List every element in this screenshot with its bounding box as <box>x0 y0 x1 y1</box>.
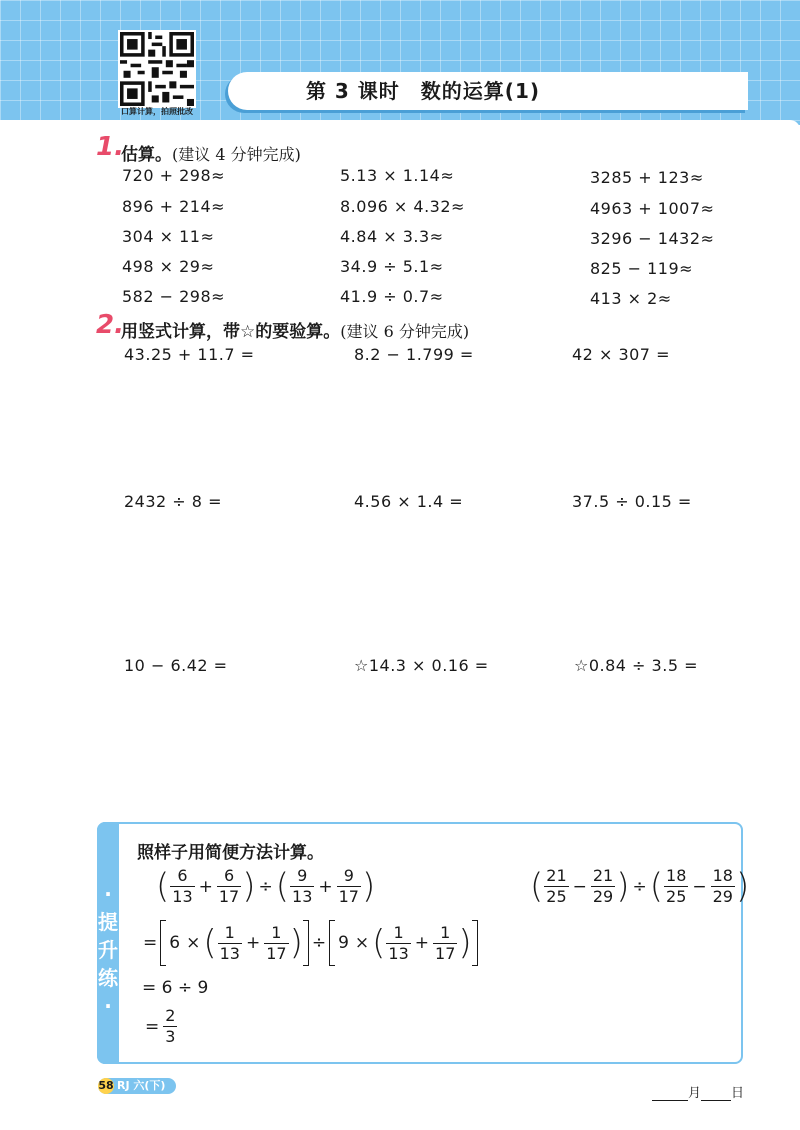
lesson-title-banner <box>228 72 748 110</box>
estimate-item: 413 × 2≈ <box>590 289 672 308</box>
vertical-calc-item: 8.2 − 1.799 = <box>354 345 474 364</box>
estimate-item: 41.9 ÷ 0.7≈ <box>340 287 444 306</box>
estimate-item: 304 × 11≈ <box>122 227 215 246</box>
estimate-item: 3296 − 1432≈ <box>590 229 715 248</box>
vertical-calc-item: 10 − 6.42 = <box>124 656 228 675</box>
estimate-item: 4963 + 1007≈ <box>590 199 715 218</box>
book-label: RJ 六(下) <box>117 1079 166 1092</box>
section-1-note: (建议 4 分钟完成) <box>172 145 301 164</box>
vertical-calc-item: 42 × 307 = <box>572 345 670 364</box>
estimate-item: 8.096 × 4.32≈ <box>340 197 465 216</box>
estimate-item: 498 × 29≈ <box>122 257 215 276</box>
qr-code-icon[interactable] <box>118 30 196 108</box>
qr-caption: 口算计算，拍照批改 <box>121 107 193 116</box>
extension-label: ·提升练· <box>98 882 118 1018</box>
section-1-number: 1. <box>96 132 124 162</box>
section-1-heading <box>121 140 301 165</box>
estimate-item: 896 + 214≈ <box>122 197 226 216</box>
vertical-calc-item: 43.25 + 11.7 = <box>124 345 255 364</box>
vertical-calc-item: 4.56 × 1.4 = <box>354 492 464 511</box>
estimate-item: 4.84 × 3.3≈ <box>340 227 444 246</box>
estimate-item: 34.9 ÷ 5.1≈ <box>340 257 444 276</box>
vertical-calc-item: 37.5 ÷ 0.15 = <box>572 492 692 511</box>
estimate-item: 720 + 298≈ <box>122 166 226 185</box>
estimate-item: 3285 + 123≈ <box>590 168 704 187</box>
estimate-item: 825 − 119≈ <box>590 259 694 278</box>
vertical-calc-item: 2432 ÷ 8 = <box>124 492 222 511</box>
section-2-title: 用竖式计算，带☆的要验算。 <box>121 322 341 342</box>
day-label: 日 <box>731 1086 745 1101</box>
section-2-number: 2. <box>96 310 124 340</box>
example-line-4: = $\frac{2}{3}$ <box>145 1006 176 1046</box>
footer-badge <box>98 1078 176 1094</box>
section-2-heading <box>121 317 469 342</box>
section-2-note: (建议 6 分钟完成) <box>340 322 470 341</box>
vertical-calc-item: ☆14.3 × 0.16 = <box>354 656 489 675</box>
section-1-title: 估算。 <box>121 145 172 165</box>
estimate-item: 582 − 298≈ <box>122 287 226 306</box>
vertical-calc-item: ☆0.84 ÷ 3.5 = <box>574 656 698 675</box>
extension-title: 照样子用简便方法计算。 <box>137 843 324 863</box>
example-line-1: ( $\frac{6}{13}$ + $\frac{6}{17}$ ) ÷( $\frac{9}{13}$ + $\frac{9}{17}$ ) <box>156 866 376 907</box>
month-label: 月 <box>688 1086 702 1101</box>
estimate-item: 5.13 × 1.14≈ <box>340 166 455 185</box>
date-field <box>652 1082 744 1101</box>
example-line-2: = 6 ×( $\frac{1}{13}$ + $\frac{1}{17}$ ) ÷ 9 ×( $\frac{1}{13}$ + $\frac{1}{17}$ ) <box>140 920 478 966</box>
example-line-3: = 6 ÷ 9 <box>142 978 209 998</box>
page-number: 58 <box>98 1079 114 1092</box>
page-title: 第 3 课时 数的运算(1) <box>305 79 541 103</box>
task-expression: ( $\frac{21}{25}$ − $\frac{21}{29}$ ) ÷( $\frac{18}{25}$ − $\frac{18}{29}$ ) <box>530 866 750 907</box>
